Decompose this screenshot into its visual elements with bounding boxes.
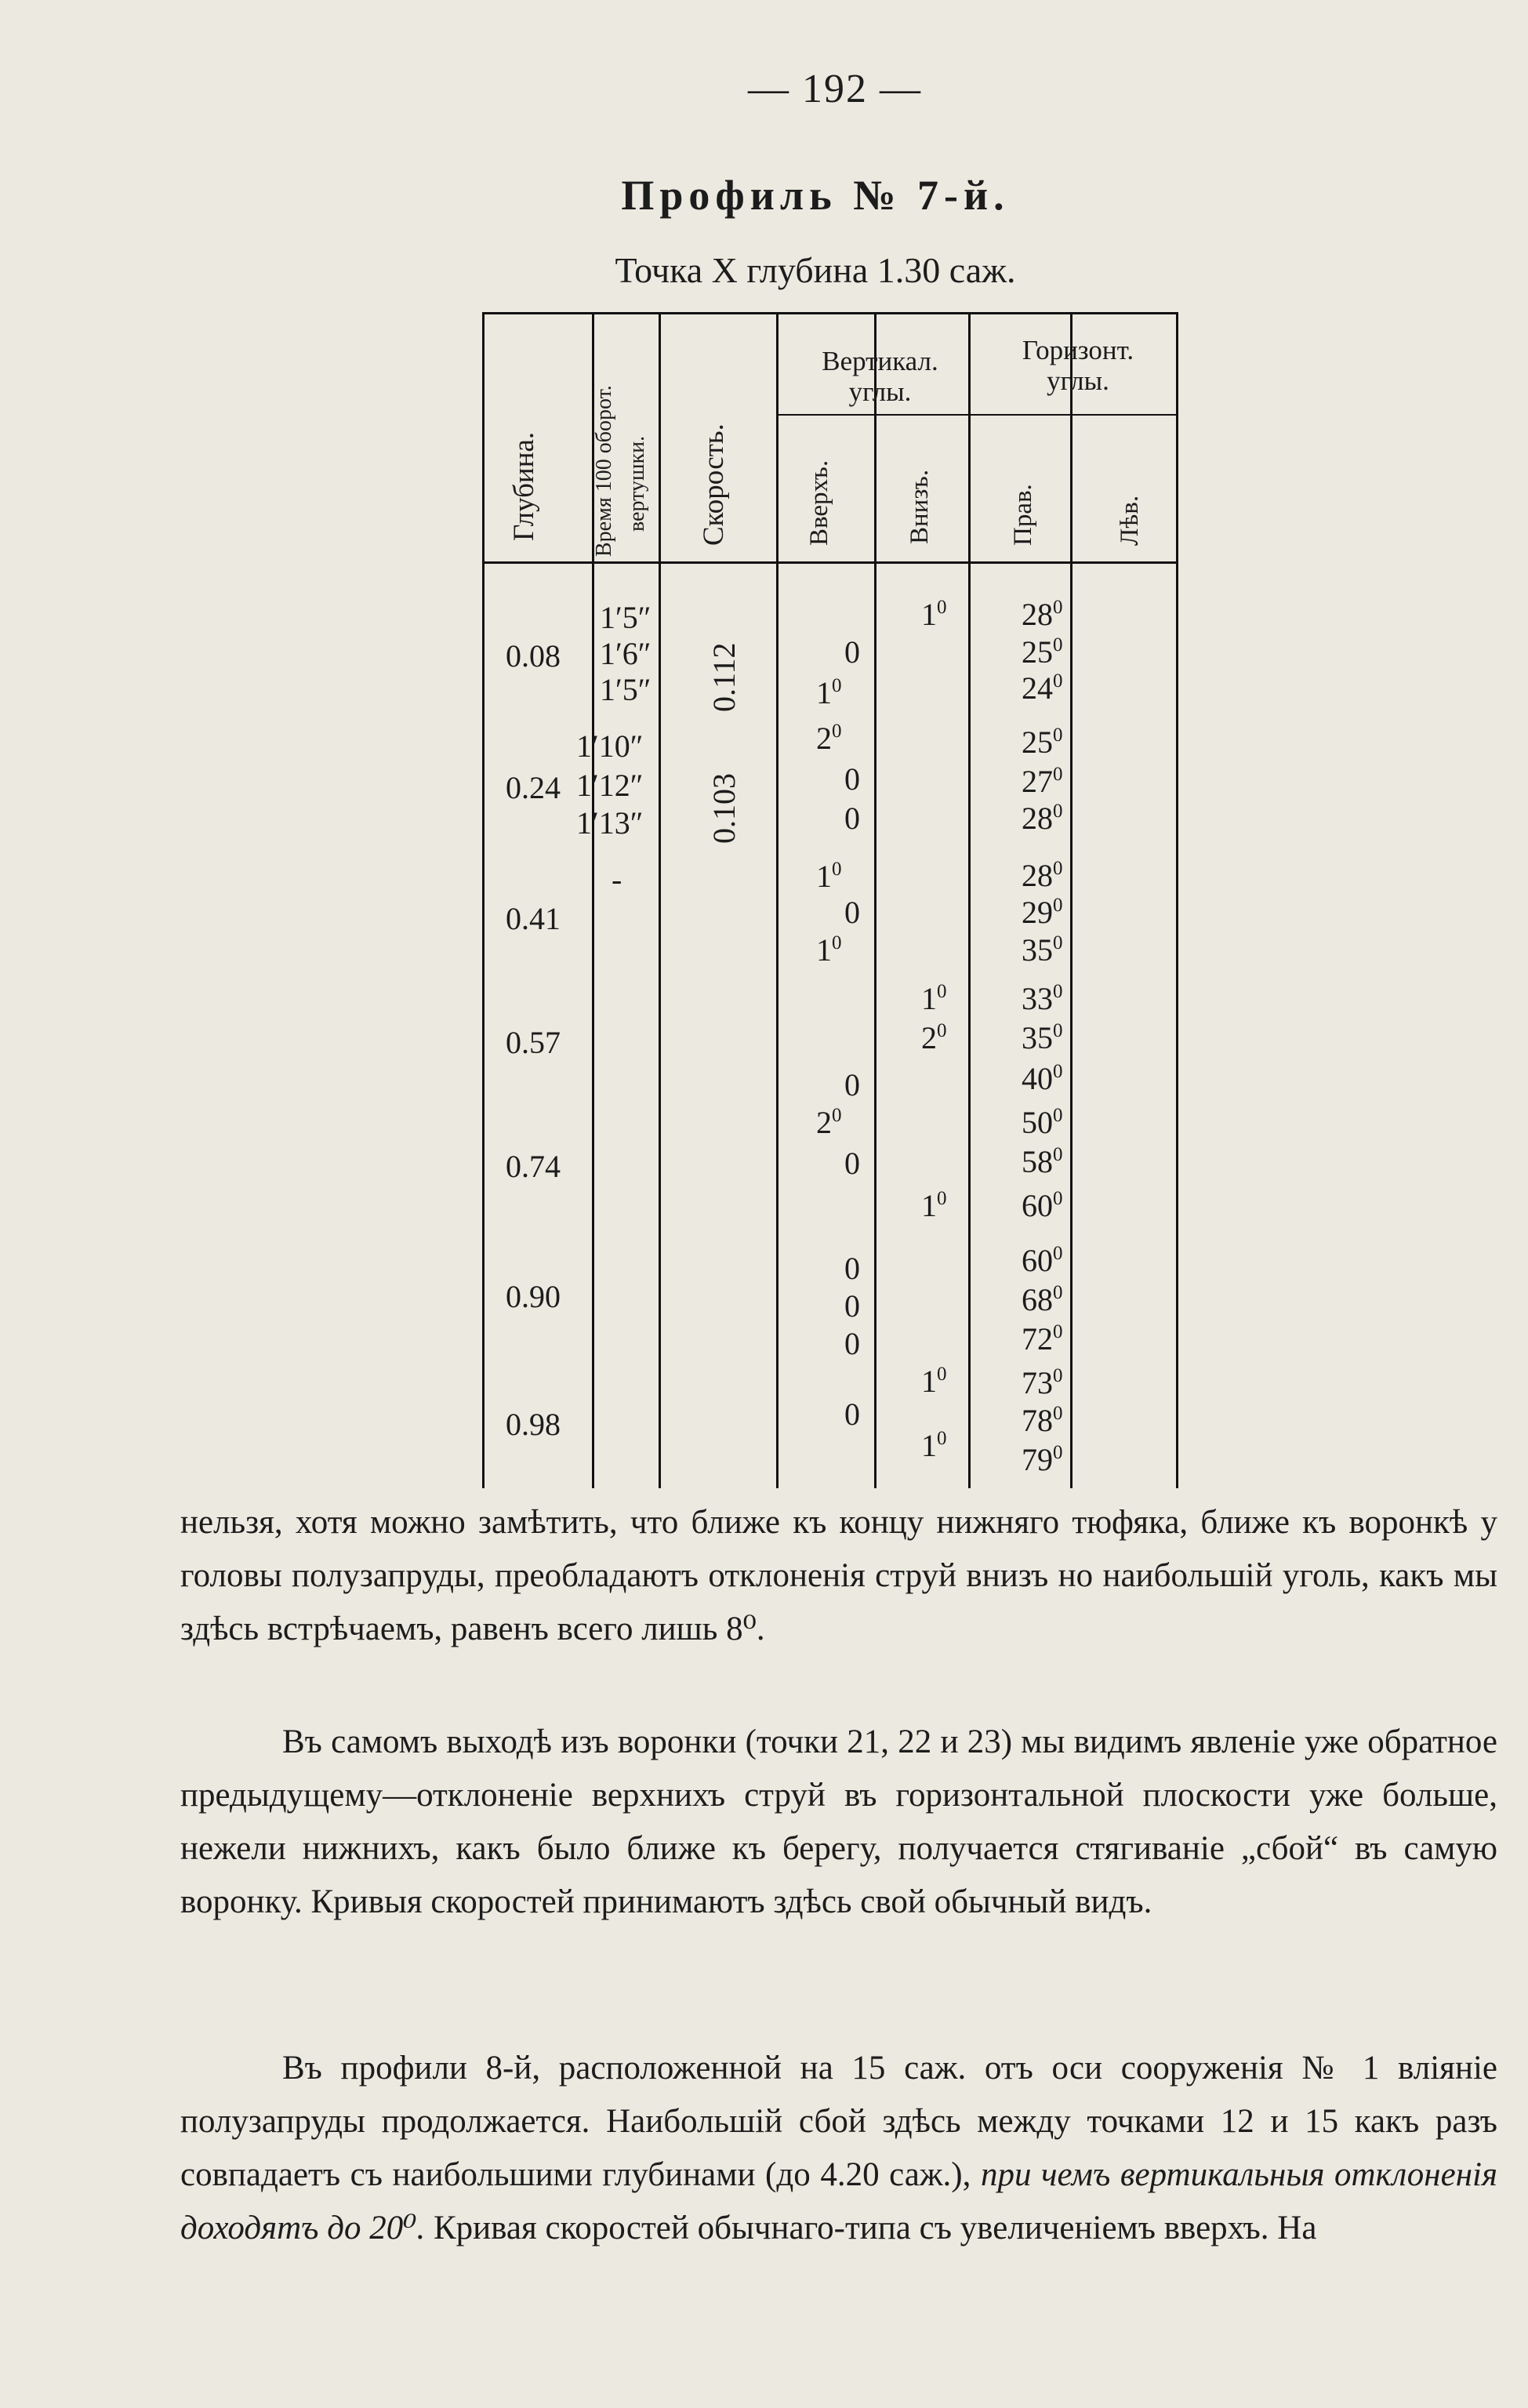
right-angle-cell: $28^0$ bbox=[1022, 858, 1063, 893]
paragraph-1: нельзя, хотя можно замѣтить, что ближе къ концу нижняго тюфяка, ближе къ воронкѣ у головы полузапруды, преобладаютъ отклоненія струй внизъ но наибольшій уголь, какъ мы здѣсь встрѣчаемъ, равенъ всего лишь 8⁰. bbox=[180, 1504, 1497, 1647]
paragraph-3-italic: при чемъ вертикальныя отклоненія доходятъ до 20⁰. bbox=[180, 2156, 1497, 2246]
up-angle-cell: 0 bbox=[844, 1251, 860, 1286]
depth-cell: 0.08 bbox=[506, 638, 561, 674]
profile-subtitle: Точка X глубина 1.30 саж. bbox=[615, 250, 1016, 290]
right-angle-cell: $60^0$ bbox=[1022, 1188, 1063, 1223]
right-angle-cell: $29^0$ bbox=[1022, 895, 1063, 930]
up-angle-cell: $1^0$ bbox=[816, 932, 842, 968]
up-angle-cell: 0 bbox=[844, 1396, 860, 1432]
up-angle-cell: $1^0$ bbox=[816, 859, 842, 894]
time-cell: 1′5″ bbox=[600, 672, 651, 707]
up-angle-cell: 0 bbox=[844, 1067, 860, 1102]
right-angle-cell: $50^0$ bbox=[1022, 1105, 1063, 1140]
up-angle-cell: $2^0$ bbox=[816, 721, 842, 756]
down-angle-cell: $1^0$ bbox=[921, 981, 947, 1016]
depth-cell: 0.41 bbox=[506, 901, 561, 936]
right-angle-cell: $35^0$ bbox=[1022, 932, 1063, 968]
depth-cell: 0.24 bbox=[506, 770, 561, 805]
right-angle-cell: $78^0$ bbox=[1022, 1403, 1063, 1438]
right-angle-cell: $24^0$ bbox=[1022, 670, 1063, 706]
down-angle-cell: $2^0$ bbox=[921, 1020, 947, 1055]
time-cell: 1′10″ bbox=[576, 728, 644, 764]
up-angle-cell: 0 bbox=[844, 895, 860, 930]
right-angle-cell: $33^0$ bbox=[1022, 981, 1063, 1016]
right-angle-cell: $28^0$ bbox=[1022, 801, 1063, 836]
down-angle-cell: $1^0$ bbox=[921, 1188, 947, 1223]
time-cell: - bbox=[612, 862, 622, 897]
right-angle-cell: $35^0$ bbox=[1022, 1020, 1063, 1055]
right-angle-cell: $72^0$ bbox=[1022, 1321, 1063, 1357]
up-angle-cell: 0 bbox=[844, 634, 860, 670]
up-angle-cell: 0 bbox=[844, 1326, 860, 1361]
profile-title: Профиль № 7-й. bbox=[621, 172, 1010, 219]
right-angle-cell: $28^0$ bbox=[1022, 597, 1063, 632]
depth-cell: 0.74 bbox=[506, 1149, 561, 1184]
paragraph-3-tail: Кривая скоростей обычнаго-типа съ увеличеніемъ вверхъ. На bbox=[433, 2210, 1317, 2246]
time-cell: 1′13″ bbox=[576, 805, 644, 841]
right-angle-cell: $58^0$ bbox=[1022, 1144, 1063, 1179]
header-velocity: Скорость. bbox=[698, 423, 730, 546]
time-cell: 1′6″ bbox=[600, 636, 651, 671]
header-down: Внизъ. bbox=[906, 469, 934, 544]
measurement-table bbox=[482, 312, 1180, 1488]
down-angle-cell: $1^0$ bbox=[921, 597, 947, 632]
up-angle-cell: 0 bbox=[844, 1146, 860, 1181]
down-angle-cell: $1^0$ bbox=[921, 1428, 947, 1463]
paragraph-3 bbox=[180, 2042, 1497, 2255]
header-time-100-b: вертушки. bbox=[625, 435, 649, 532]
time-cell: 1′12″ bbox=[576, 768, 644, 803]
page-number: — 192 — bbox=[748, 67, 922, 111]
header-right: Прав. bbox=[1009, 484, 1037, 546]
paragraph-3-lead: Въ профили 8-й, расположенной на 15 саж. отъ оси сооруженія № 1 вліяніе полузапруды продолжается. Наибольшій сбой здѣсь между точками 12 и 15 какъ разъ совпадаетъ съ наибольшими глубинами (до 4.20 саж.), bbox=[180, 2050, 1497, 2193]
header-left: Лѣв. bbox=[1116, 495, 1144, 546]
up-angle-cell: 0 bbox=[844, 801, 860, 836]
right-angle-cell: $79^0$ bbox=[1022, 1442, 1063, 1477]
up-angle-cell: 0 bbox=[844, 1288, 860, 1324]
time-cell: 1′5″ bbox=[600, 600, 651, 635]
header-time-100: Время 100 оборот. bbox=[592, 385, 616, 557]
up-angle-cell: $2^0$ bbox=[816, 1105, 842, 1140]
right-angle-cell: $68^0$ bbox=[1022, 1282, 1063, 1317]
header-horizontal-angles: Горизонт. углы. bbox=[1022, 335, 1134, 396]
up-angle-cell: $1^0$ bbox=[816, 675, 842, 710]
header-vertical-angles: Вертикал. углы. bbox=[822, 346, 938, 407]
right-angle-cell: $40^0$ bbox=[1022, 1061, 1063, 1096]
paragraph-2: Въ самомъ выходѣ изъ воронки (точки 21, 22 и 23) мы видимъ явленіе уже обратное предыдущему—отклоненіе верхнихъ струй въ горизонтальной плоскости уже больше, нежели нижнихъ, какъ было ближе къ берегу, получается стягиваніе „сбой“ въ самую воронку. Кривыя скоростей принимаютъ здѣсь свой обычный видъ. bbox=[180, 1723, 1497, 1920]
right-angle-cell: $27^0$ bbox=[1022, 764, 1063, 799]
right-angle-cell: $25^0$ bbox=[1022, 634, 1063, 670]
header-depth: Глубина. bbox=[508, 431, 540, 541]
down-angle-cell: $1^0$ bbox=[921, 1364, 947, 1399]
right-angle-cell: $25^0$ bbox=[1022, 725, 1063, 760]
depth-cell: 0.90 bbox=[506, 1279, 561, 1314]
right-angle-cell: $73^0$ bbox=[1022, 1365, 1063, 1400]
up-angle-cell: 0 bbox=[844, 761, 860, 797]
header-up: Вверхъ. bbox=[805, 459, 833, 546]
velocity-cell: 0.112 bbox=[706, 642, 742, 712]
depth-cell: 0.98 bbox=[506, 1407, 561, 1442]
depth-cell: 0.57 bbox=[506, 1025, 561, 1060]
velocity-cell: 0.103 bbox=[706, 773, 742, 844]
right-angle-cell: $60^0$ bbox=[1022, 1243, 1063, 1278]
